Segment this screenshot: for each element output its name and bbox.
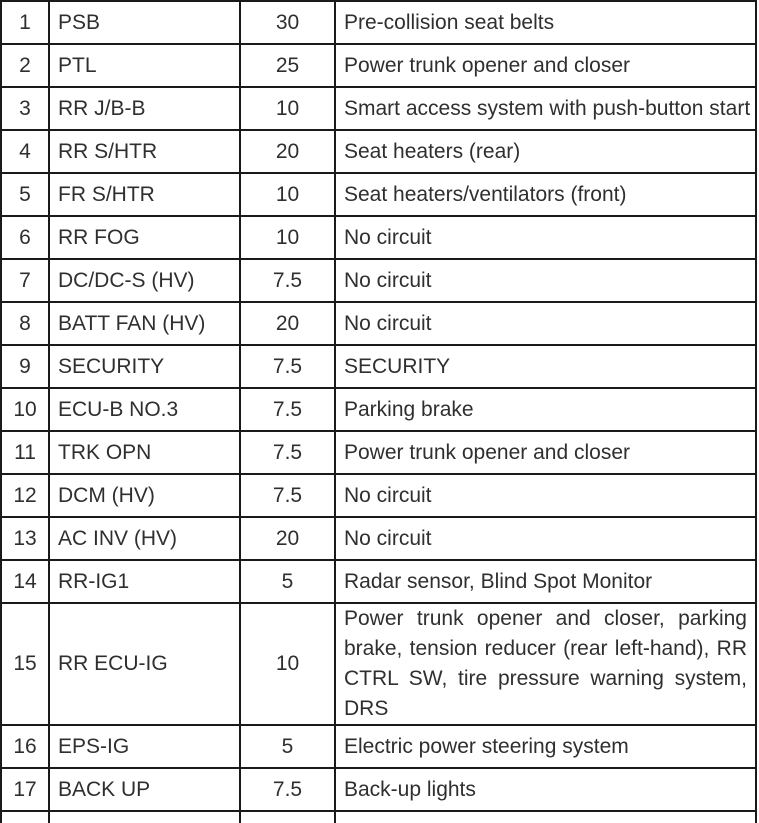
fuse-name: RR-IG1 [48, 561, 239, 602]
fuse-description: No circuit [334, 260, 755, 301]
fuse-number: 13 [13, 526, 37, 550]
fuse-number: 5 [19, 182, 31, 206]
fuse-description: Seat heaters (rear) [334, 131, 755, 172]
fuse-amperage: 10 [239, 174, 334, 215]
table-row [2, 217, 755, 260]
fuse-description: Power trunk opener and closer [334, 432, 755, 473]
fuse-name: ECU-B NO.3 [48, 389, 239, 430]
fuse-name: PSB [48, 2, 239, 43]
table-row [2, 561, 755, 604]
fuse-number: 14 [13, 569, 37, 593]
fuse-name: SECURITY [48, 346, 239, 387]
fuse-description: Radar sensor, Blind Spot Monitor [334, 561, 755, 602]
fuse-amperage: 20 [239, 518, 334, 559]
fuse-description: Power trunk opener and closer [334, 45, 755, 86]
table-row [2, 346, 755, 389]
fuse-description: Power trunk opener and closer, parking brake, tension reducer (rear left-hand), RR CTRL SW, tire pressure warning system, DRS [334, 604, 755, 724]
fuse-number: 9 [19, 354, 31, 378]
fuse-amperage: 7.5 [239, 389, 334, 430]
fuse-amperage: 10 [239, 604, 334, 724]
fuse-name: RR FOG [48, 217, 239, 258]
table-row [2, 432, 755, 475]
fuse-number: 1 [19, 10, 31, 34]
fuse-description: Electric power steering system [334, 726, 755, 767]
table-row [2, 518, 755, 561]
fuse-number: 15 [13, 652, 37, 675]
fuse-amperage: 5 [239, 561, 334, 602]
fuse-description: No circuit [334, 217, 755, 258]
fuse-name: BACK UP [48, 769, 239, 810]
fuse-number: 2 [19, 53, 31, 77]
fuse-number: 7 [19, 268, 31, 292]
fuse-number: 16 [13, 734, 37, 758]
fuse-description: No circuit [334, 303, 755, 344]
fuse-name: RR ECU-IG [48, 604, 239, 724]
table-row [2, 726, 755, 769]
fuse-amperage [239, 812, 334, 823]
fuse-name: AC INV (HV) [48, 518, 239, 559]
fuse-number: 10 [13, 397, 37, 421]
fuse-amperage: 10 [239, 217, 334, 258]
fuse-amperage: 7.5 [239, 769, 334, 810]
fuse-name: DC/DC-S (HV) [48, 260, 239, 301]
fuse-description: Parking brake [334, 389, 755, 430]
fuse-amperage: 7.5 [239, 432, 334, 473]
table-row-partial [2, 812, 755, 823]
fuse-name: DCM (HV) [48, 475, 239, 516]
table-row [2, 389, 755, 432]
fuse-name: TRK OPN [48, 432, 239, 473]
fuse-name: RR J/B-B [48, 88, 239, 129]
table-row [2, 88, 755, 131]
fuse-number [2, 812, 48, 823]
fuse-description [334, 812, 755, 823]
fuse-amperage: 30 [239, 2, 334, 43]
fuse-description: No circuit [334, 518, 755, 559]
fuse-description: Pre-collision seat belts [334, 2, 755, 43]
fuse-name: RR S/HTR [48, 131, 239, 172]
fuse-name: FR S/HTR [48, 174, 239, 215]
table-row [2, 303, 755, 346]
table-row [2, 260, 755, 303]
fuse-number: 3 [19, 96, 31, 120]
fuse-amperage: 7.5 [239, 475, 334, 516]
fuse-number: 8 [19, 311, 31, 335]
fuse-name: BATT FAN (HV) [48, 303, 239, 344]
fuse-number: 4 [19, 139, 31, 163]
table-row [2, 2, 755, 45]
fuse-number: 11 [14, 440, 36, 464]
fuse-number: 6 [19, 225, 31, 249]
fuse-name: PTL [48, 45, 239, 86]
table-row [2, 174, 755, 217]
table-row [2, 131, 755, 174]
fuse-amperage: 20 [239, 131, 334, 172]
fuse-description: Smart access system with push-button start [334, 88, 755, 129]
table-row [2, 45, 755, 88]
table-row [2, 475, 755, 518]
fuse-amperage: 7.5 [239, 260, 334, 301]
fuse-name: EPS-IG [48, 726, 239, 767]
table-row [2, 604, 755, 726]
fuse-number: 12 [13, 483, 37, 507]
fuse-amperage: 5 [239, 726, 334, 767]
table-row [2, 769, 755, 812]
fuse-name [48, 812, 239, 823]
fuse-amperage: 20 [239, 303, 334, 344]
fuse-amperage: 7.5 [239, 346, 334, 387]
fuse-description: SECURITY [334, 346, 755, 387]
fuse-amperage: 10 [239, 88, 334, 129]
fuse-description: No circuit [334, 475, 755, 516]
fuse-number: 17 [13, 777, 37, 801]
fuse-description: Seat heaters/ventilators (front) [334, 174, 755, 215]
fuse-amperage: 25 [239, 45, 334, 86]
fuse-description: Back-up lights [334, 769, 755, 810]
